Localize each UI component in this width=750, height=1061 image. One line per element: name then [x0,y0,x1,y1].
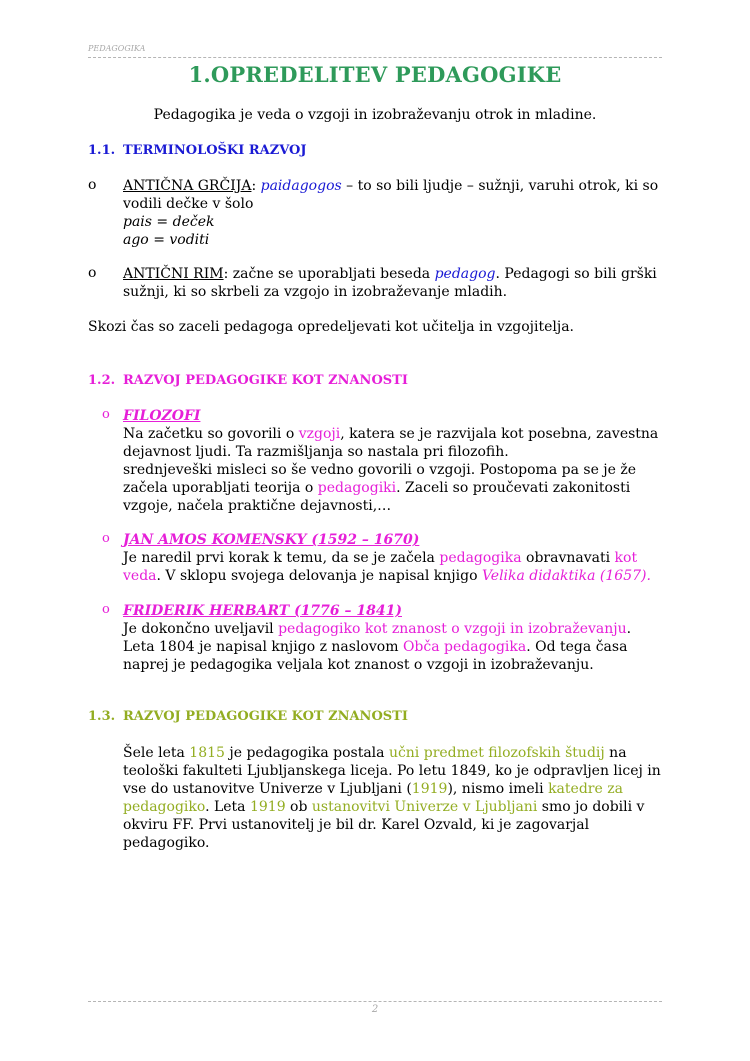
keyword: 1919 [411,781,448,797]
text: Je naredil prvi korak k temu, da se je začela [123,550,440,566]
text: Na začetku so govorili o [123,426,299,442]
keyword: vzgoji [298,426,341,442]
item-title: FILOZOFI [123,408,201,424]
text: – to so bili ljudje – sužnji, varuhi otrok, ki so vodili dečke v šolo [123,178,659,212]
text: Je dokončno uveljavil [123,621,279,637]
intro-sentence: Pedagogika je veda o vzgoji in izobraževanju otrok in mladine. [153,107,597,123]
text: smo jo dobili v okviru FF. Prvi ustanovitelj je bil dr. Karel Ozvald, ki je zagovarjal pedagogiko. [123,799,645,851]
keyword: učni predmet filozofskih študij [388,745,605,761]
text: . Zaceli so proučevati zakonitosti vzgoje, načela praktične dejavnosti,… [123,480,631,514]
text: , katera se je razvijala kot posebna, zavestna dejavnost ljudi. Ta razmišljanja so nastala pri filozofih. [123,426,659,460]
text: ), nismo imeli [447,781,549,797]
keyword: 1919 [249,799,286,815]
keyword: pedagogika [439,550,522,566]
bullet-icon: o [88,265,97,281]
section-heading-1-1 [88,143,307,158]
keyword: katedre za pedagogiko [123,781,623,815]
list-item-komensky [88,531,662,585]
text: . Pedagogi so bili grški sužnji, ki so skrbeli za vzgojo in izobraževanje mladih. [123,266,657,300]
list-item-filozofi [88,407,662,515]
header-divider [88,57,662,58]
book-title: Obča pedagogika [402,639,527,655]
section-heading-1-2 [88,373,408,388]
page-title: 1.OPREDELITEV PEDAGOGIKE [188,62,562,87]
running-header: PEDAGOGIKA [88,44,146,53]
item-title: JAN AMOS KOMENSKY (1592 – 1670) [123,532,420,548]
text: srednjeveški misleci so še vedno govorili o vzgoji. Postopoma pa se je že začela uporabljati teorija o [123,462,637,496]
section-title: TERMINOLOŠKI RAZVOJ [123,143,307,158]
text: ob [285,799,312,815]
colon: : [251,178,257,194]
section-number: 1.3. [88,709,116,724]
section-number: 1.2. [88,373,116,388]
list-item-anticna-grcija [88,177,662,249]
keyword: pedagog [434,266,496,282]
text: na teološki fakulteti Ljubljanskega liceja. Po letu 1849, ko je odpravljen licej in vse do ustanovitve Univerze v Ljubljani ( [123,745,661,797]
text: . Leta [205,799,250,815]
etymology-line: ago = voditi [123,232,210,248]
list-item-herbart [88,602,662,674]
keyword: ustanovitvi Univerze v Ljubljani [311,799,538,815]
bullet-icon: o [88,177,97,193]
bullet-icon: o [102,602,110,617]
text: . V sklopu svojega delovanja je napisal knjigo [156,568,482,584]
etymology-line: pais = deček [123,214,215,230]
bullet-icon: o [102,531,110,546]
bullet-icon: o [102,407,110,422]
term: ANTIČNA GRČIJA [123,178,252,194]
keyword: pedagogiko kot znanost o vzgoji in izobraževanju [278,621,627,637]
keyword: 1815 [189,745,225,761]
section-number: 1.1. [88,143,116,158]
text: . Leta 1804 je napisal knjigo z naslovom [123,621,632,655]
section-1-closing: Skozi čas so zaceli pedagoga opredeljevati kot učitelja in vzgojitelja. [88,319,574,335]
section-title: RAZVOJ PEDAGOGIKE KOT ZNANOSTI [123,709,408,724]
keyword: kot veda [123,550,638,584]
item-title: FRIDERIK HERBART (1776 – 1841) [123,603,402,619]
book-title: Velika didaktika (1657). [481,568,651,584]
keyword: pedagogiki [317,480,397,496]
section-heading-1-3 [88,709,408,724]
text: obravnavati [521,550,615,566]
term: ANTIČNI RIM [123,266,224,282]
text: Šele leta [123,745,190,761]
list-item-anticni-rim [88,265,662,301]
section-title: RAZVOJ PEDAGOGIKE KOT ZNANOSTI [123,373,408,388]
text: je pedagogika postala [224,745,389,761]
section-3-paragraph [123,744,662,852]
text: : začne se uporabljati beseda [223,266,435,282]
page-number: 2 [371,1004,379,1015]
keyword: paidagogos [260,178,342,194]
footer-divider [88,1001,662,1002]
text: . Od tega časa naprej je pedagogika veljala kot znanost o vzgoji in izobraževanju. [123,639,628,673]
